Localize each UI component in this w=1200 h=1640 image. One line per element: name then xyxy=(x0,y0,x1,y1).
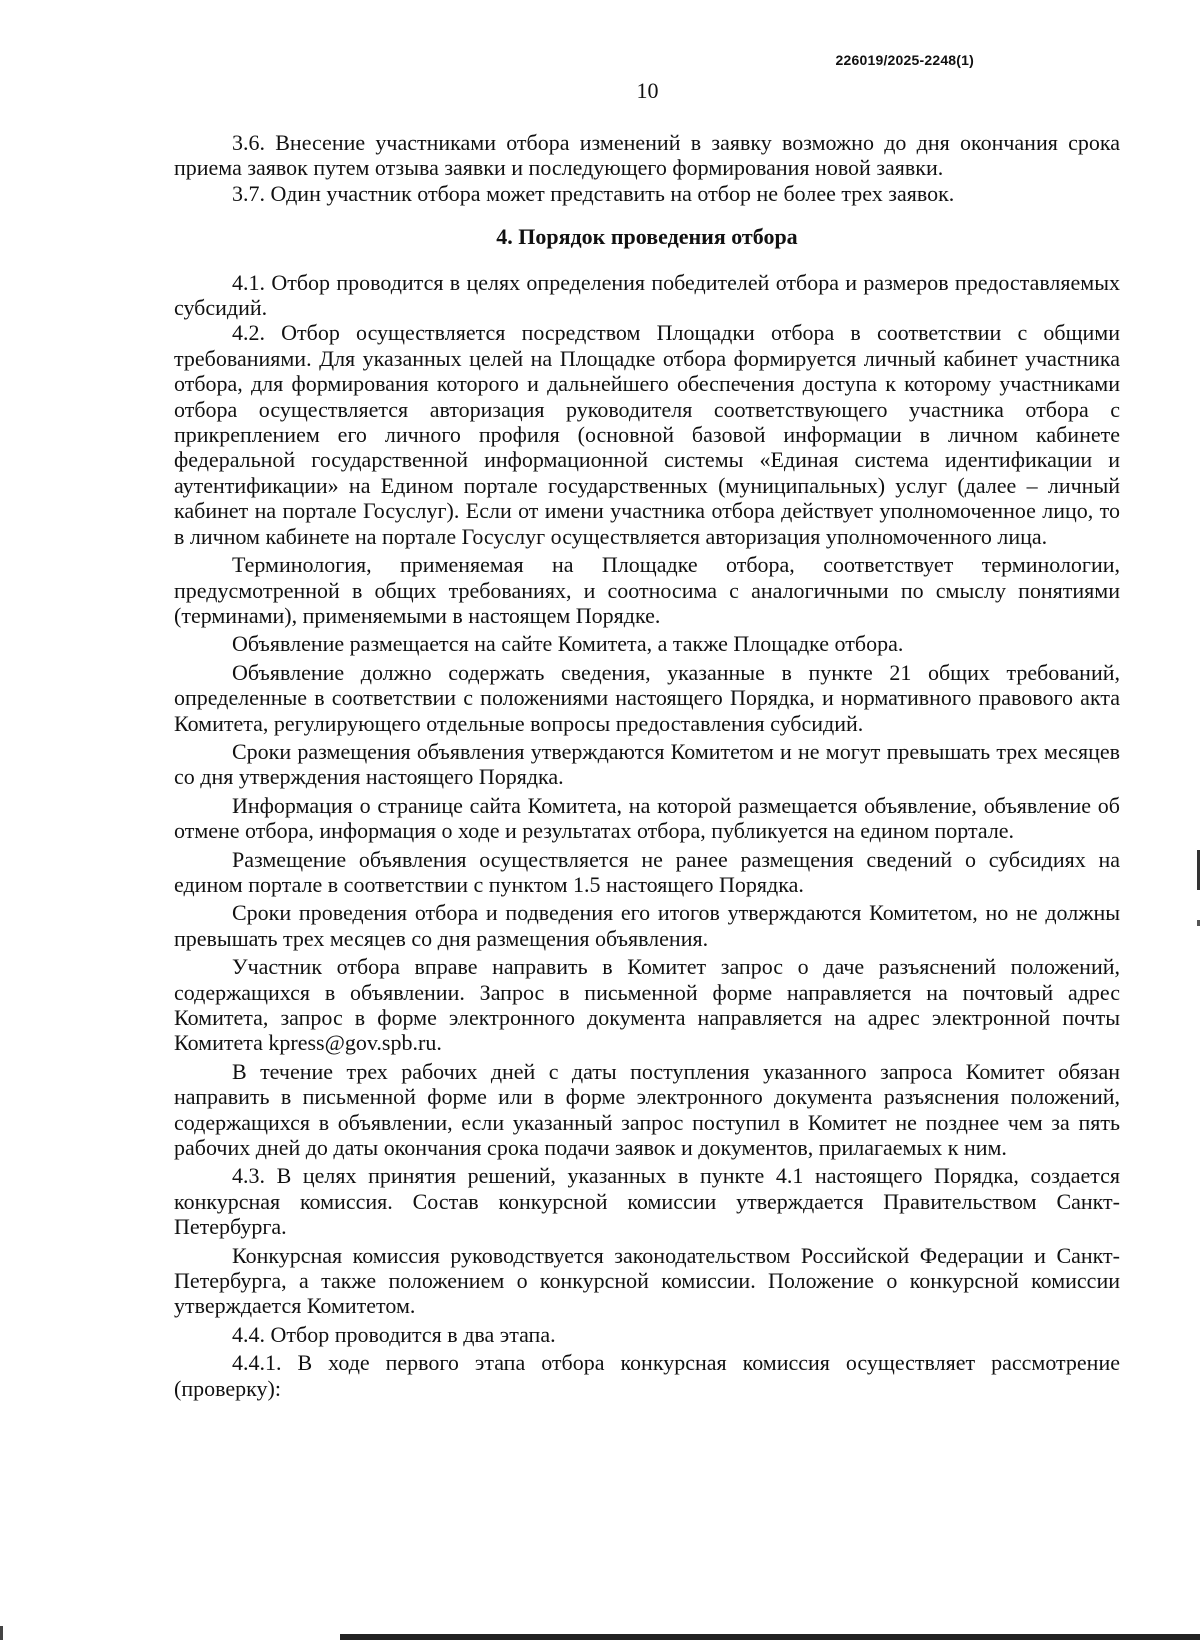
paragraph-4-4: 4.4. Отбор проводится в два этапа. xyxy=(232,1321,556,1347)
document-registration-number: 226019/2025-2248(1) xyxy=(835,52,974,68)
paragraph-response: В течение трех рабочих дней с даты поступления указанного запроса Комитет обязан направить в письменной форме или в форме электронного документа разъяснения положений, содержащихся в объявлении, если указанный запрос поступил в Комитет не позднее чем за пять рабочих дней до даты окончания срока подачи заявок и документов, прилагаемых к ним. xyxy=(174,1058,1120,1161)
paragraph-3-7: 3.7. Один участник отбора может представить на отбор не более трех заявок. xyxy=(232,180,955,206)
paragraph-announcement-terms: Сроки размещения объявления утверждаются Комитетом и не могут превышать трех месяцев со дня утверждения настоящего Порядка. xyxy=(174,738,1120,790)
section-4-heading: 4. Порядок проведения отбора xyxy=(496,224,798,250)
paragraph-site-info: Информация о странице сайта Комитета, на которой размещается объявление, объявление об отмене отбора, информация о ходе и результатах отбора, публикуется на едином портале. xyxy=(174,792,1120,844)
page-number: 10 xyxy=(636,78,659,103)
paragraph-terminology: Терминология, применяемая на Площадке отбора, соответствует терминологии, предусмотренной в общих требованиях, и соотносима с аналогичными по смыслу понятиями (терминами), применяемыми в настоящем Порядке. xyxy=(174,552,1120,628)
paragraph-request: Участник отбора вправе направить в Комитет запрос о даче разъяснений положений, содержащихся в объявлении. Запрос в письменной форме направляется на почтовый адрес Комитета, запрос в форме электронного документа направляется на адрес электронной почты Комитета kpress@gov.spb.ru. xyxy=(174,954,1120,1056)
paragraph-4-4-1: 4.4.1. В ходе первого этапа отбора конкурсная комиссия осуществляет рассмотрение (проверку): xyxy=(174,1350,1120,1401)
paragraph-4-1: 4.1. Отбор проводится в целях определения победителей отбора и размеров предоставляемых субсидий. xyxy=(174,269,1120,321)
paragraph-announcement-site: Объявление размещается на сайте Комитета, а также Площадке отбора. xyxy=(232,631,904,657)
scan-edge-mark xyxy=(0,1626,3,1640)
paragraph-3-6: 3.6. Внесение участниками отбора изменений в заявку возможно до дня окончания срока приема заявок путем отзыва заявки и последующего формирования новой заявки. xyxy=(174,130,1120,181)
paragraph-placement: Размещение объявления осуществляется не ранее размещения сведений о субсидиях на едином портале в соответствии с пунктом 1.5 настоящего Порядка. xyxy=(174,846,1120,897)
paragraph-selection-terms: Сроки проведения отбора и подведения его итогов утверждаются Комитетом, но не должны превышать трех месяцев со дня размещения объявления. xyxy=(174,900,1120,951)
document-body xyxy=(174,130,1120,1401)
paragraph-commission: Конкурсная комиссия руководствуется законодательством Российской Федерации и Санкт-Петербурга, а также положением о конкурсной комиссии. Положение о конкурсной комиссии утверждается Комитетом. xyxy=(174,1242,1120,1319)
paragraph-4-3: 4.3. В целях принятия решений, указанных в пункте 4.1 настоящего Порядка, создается конкурсная комиссия. Состав конкурсной комиссии утверждается Правительством Санкт-Петербурга. xyxy=(174,1163,1120,1240)
paragraph-announcement-content: Объявление должно содержать сведения, указанные в пункте 21 общих требований, определенные в соответствии с положениями настоящего Порядка, и нормативного правового акта Комитета, регулирующего отдельные вопросы предоставления субсидий. xyxy=(174,659,1120,736)
paragraph-4-2: 4.2. Отбор осуществляется посредством Площадки отбора в соответствии с общими требованиями. Для указанных целей на Площадке отбора формируется личный кабинет участника отбора, для формирования которого и дальнейшего обеспечения доступа к которому участниками отбора осуществляется авторизация руководителя соответствующего участника отбора с прикреплением его личного профиля (основной базовой информации в личном кабинете федеральной государственной информационной системы «Единая система идентификации и аутентификации» на Едином портале государственных (муниципальных) услуг (далее – личный кабинет на портале Госуслуг). Если от имени участника отбора действует уполномоченное лицо, то в личном кабинете на портале Госуслуг осуществляется авторизация уполномоченного лица. xyxy=(174,320,1120,549)
scan-bottom-edge xyxy=(340,1634,1200,1640)
